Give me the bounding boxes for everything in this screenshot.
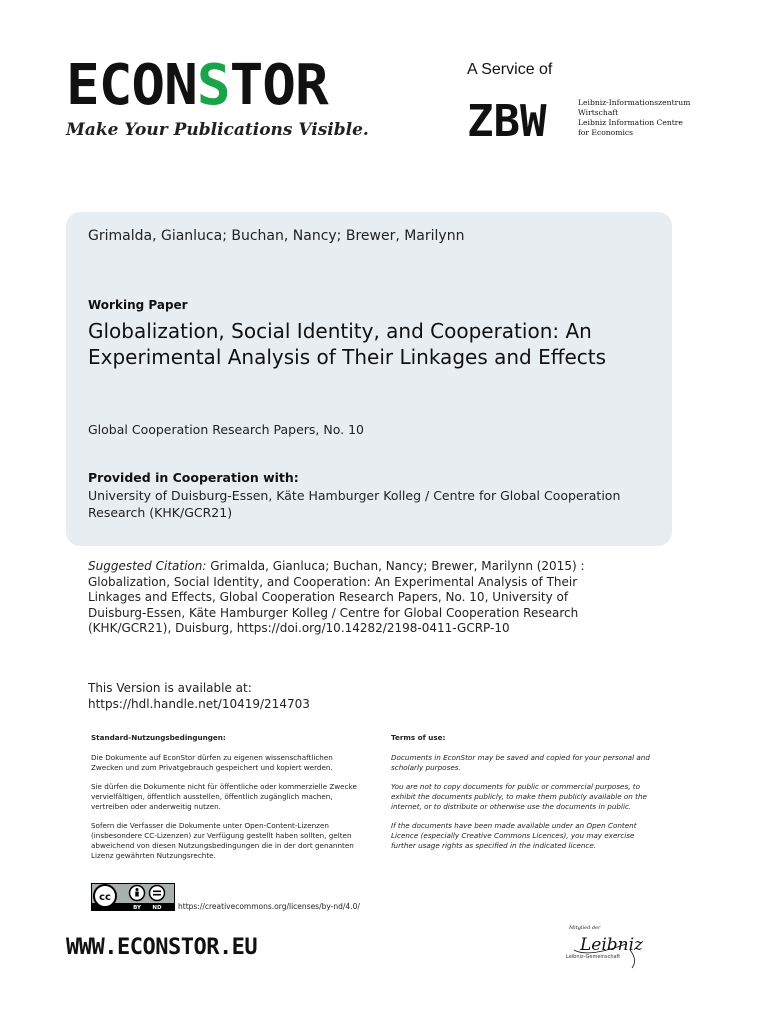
terms-paragraph: If the documents have been made available under an Open Content Licence (especially Creative Commons Licences), you may exercise further usage rights as specified in the indicated licence.: [391, 821, 637, 850]
license-link[interactable]: https://creativecommons.org/licenses/by-nd/4.0/: [178, 902, 360, 911]
zbw-line: Leibniz Information Centre: [578, 118, 683, 127]
citation-text: Grimalda, Gianluca; Buchan, Nancy; Brewer, Marilynn (2015) : Globalization, Social Identity, and Cooperation: An Experimental Analysis of Their Linkages and Effects, Global Cooperation Research Papers, No. 10, University of Duisburg-Essen, Käte Hamburger Kolleg / Centre for Global Cooperation Research (KHK/GCR21), Duisburg, https://doi.org/10.14282/2198-0411-GCRP-10: [88, 559, 585, 636]
terms-paragraph: Documents in EconStor may be saved and copied for your personal and scholarly purposes.: [391, 753, 650, 772]
zbw-logo-icon: [467, 98, 563, 144]
version-label: This Version is available at:: [88, 681, 252, 695]
cc-by-nd-badge-icon[interactable]: [91, 883, 175, 915]
by-text: BY: [133, 905, 141, 911]
leibniz-logo-icon: [566, 920, 646, 976]
version-link[interactable]: https://hdl.handle.net/10419/214703: [88, 697, 310, 711]
terms-german: [91, 733, 359, 870]
terms-paragraph: Sofern die Verfasser die Dokumente unter Open-Content-Lizenzen (insbesondere CC-Lizenzen) zur Verfügung gestellt haben sollten, gelten abweichend von diesen Nutzungsbedingungen die in der dort genannten Lizenz gewährten Nutzungsrechte.: [91, 821, 354, 860]
econstor-logo: ECONSTOR: [66, 53, 328, 118]
document-type: Working Paper: [88, 298, 188, 312]
citation-label: Suggested Citation:: [88, 559, 207, 573]
suggested-citation: [88, 559, 628, 637]
zbw-line: Wirtschaft: [578, 108, 619, 117]
authors: Grimalda, Gianluca; Buchan, Nancy; Brewer, Marilynn: [88, 228, 465, 244]
leibniz-top-text: Mitglied der: [569, 925, 601, 931]
service-label: A Service of: [467, 61, 553, 78]
zbw-name: [578, 98, 690, 138]
provided-value: University of Duisburg-Essen, Käte Hamburger Kolleg / Centre for Global Cooperation Research (KHK/GCR21): [88, 488, 621, 520]
zbw-line: Leibniz-Informationszentrum: [578, 98, 691, 107]
terms-english: [391, 733, 653, 860]
terms-paragraph: Die Dokumente auf EconStor dürfen zu eigenen wissenschaftlichen Zwecken und zum Privatgebrauch gespeichert und kopiert werden.: [91, 753, 333, 772]
provided-label: Provided in Cooperation with:: [88, 470, 299, 485]
document-title: Globalization, Social Identity, and Cooperation: An Experimental Analysis of Their Linkages and Effects: [88, 319, 607, 369]
terms-paragraph: Sie dürfen die Dokumente nicht für öffentliche oder kommerzielle Zwecke vervielfältigen, öffentlich ausstellen, öffentlich zugänglich machen, vertreiben oder anderweitig nutzen.: [91, 782, 357, 811]
econstor-website-link[interactable]: WWW.ECONSTOR.EU: [66, 935, 258, 960]
terms-english-heading: Terms of use:: [391, 733, 446, 742]
terms-paragraph: You are not to copy documents for public or commercial purposes, to exhibit the documents publicly, to make them publicly available on the internet, or to distribute or otherwise use the documents in public.: [391, 782, 647, 811]
leibniz-script-text: Leibniz: [580, 935, 644, 955]
nd-text: ND: [152, 905, 162, 911]
zbw-line: for Economics: [578, 128, 634, 137]
cc-text: cc: [99, 892, 111, 903]
terms-german-heading: Standard-Nutzungsbedingungen:: [91, 733, 226, 742]
series: Global Cooperation Research Papers, No. 10: [88, 422, 365, 437]
zbw-logo-text: ZBW: [467, 98, 547, 140]
leibniz-bottom-text: Leibniz-Gemeinschaft: [566, 954, 621, 960]
tagline: Make Your Publications Visible.: [66, 120, 369, 140]
